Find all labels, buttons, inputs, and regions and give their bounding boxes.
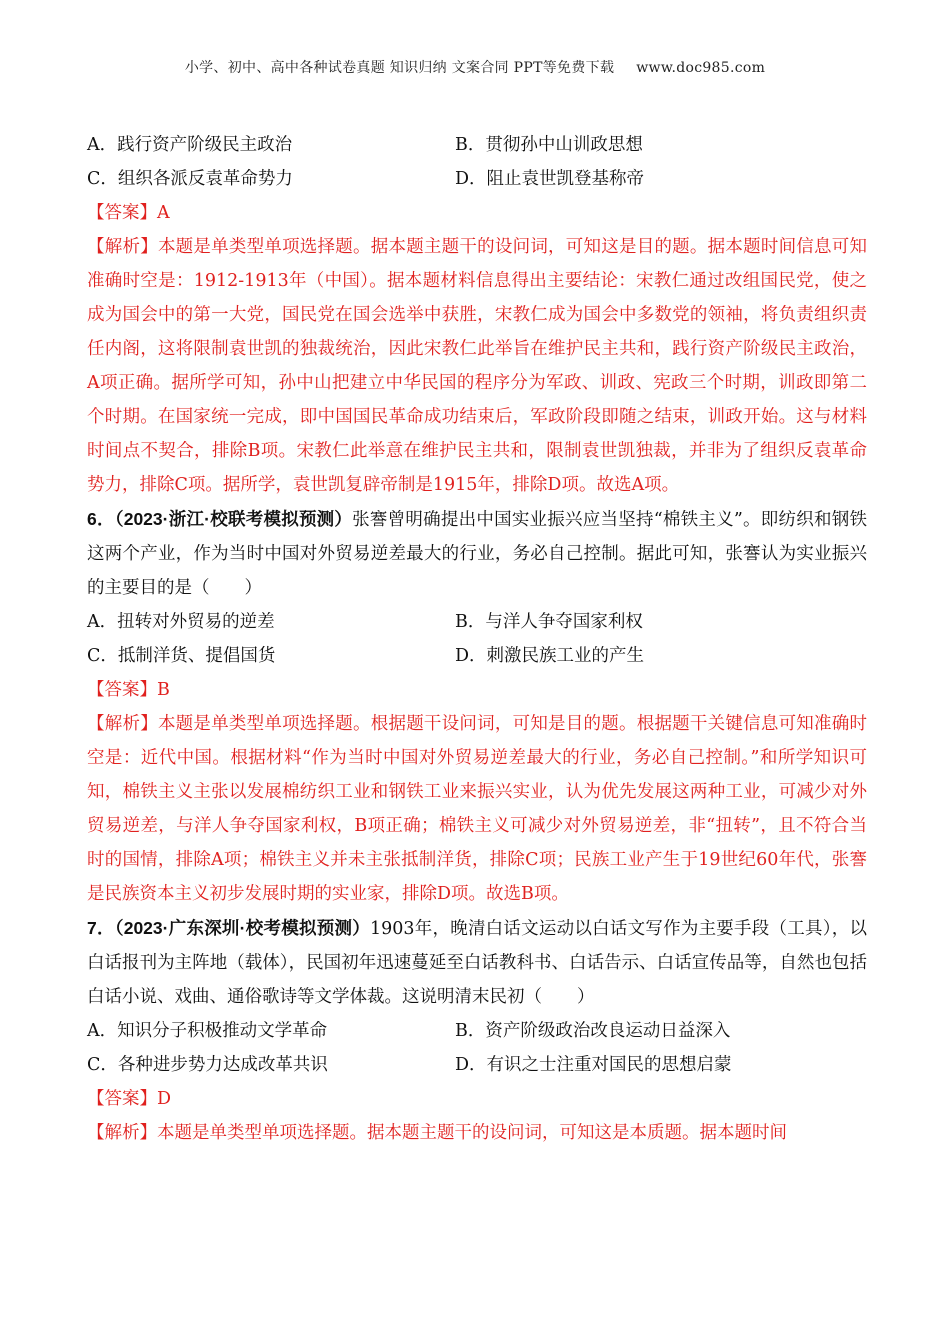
option-letter: C． bbox=[87, 1055, 118, 1075]
option-letter: B． bbox=[455, 612, 486, 632]
q6-options bbox=[87, 605, 867, 673]
question-stem: 张謇曾明确提出中国实业振兴应当坚持“棉铁主义”。即纺织和钢铁这两个产业，作为当时中国对外贸易逆差最大的行业，务必自己控制。据此可知，张謇认为实业振兴的主要目的是（ ） bbox=[87, 510, 867, 598]
option-letter: A． bbox=[87, 612, 118, 632]
option-text: 阻止袁世凯登基称帝 bbox=[486, 169, 645, 189]
q5-option-b bbox=[455, 128, 823, 162]
option-letter: D． bbox=[455, 646, 487, 666]
q7-option-b bbox=[455, 1014, 823, 1048]
option-letter: A． bbox=[87, 1021, 118, 1041]
analysis-text: 本题是单类型单项选择题。据本题主题干的设问词，可知这是本质题。据本题时间 bbox=[157, 1123, 787, 1143]
q6-option-b bbox=[455, 605, 823, 639]
q5-answer bbox=[87, 196, 867, 230]
answer-value: D bbox=[157, 1089, 172, 1109]
q5-option-c bbox=[87, 162, 455, 196]
option-letter: B． bbox=[455, 1021, 486, 1041]
q5-analysis bbox=[87, 230, 867, 502]
q6-stem bbox=[87, 502, 867, 605]
q7-option-c bbox=[87, 1048, 455, 1082]
answer-label: 【答案】 bbox=[87, 680, 157, 700]
q7-answer bbox=[87, 1082, 867, 1116]
option-text: 各种进步势力达成改革共识 bbox=[117, 1055, 328, 1075]
q6-analysis bbox=[87, 707, 867, 911]
option-letter: D． bbox=[455, 169, 487, 189]
analysis-text: 本题是单类型单项选择题。据本题主题干的设问词，可知这是目的题。据本题时间信息可知准确时空是：1912-1913年（中国）。据本题材料信息得出主要结论：宋教仁通过改组国民党，使之成为国会中的第一大党，国民党在国会选举中获胜，宋教仁成为国会中多数党的领袖，将负责组织责任内阁，这将限制袁世凯的独裁统治，因此宋教仁此举旨在维护民主共和，践行资产阶级民主政治，A项正确。据所学可知，孙中山把建立中华民国的程序分为军政、训政、宪政三个时期，训政即第二个时期。在国家统一完成，即中国国民革命成功结束后，军政阶段即随之结束，训政开始。这与材料时间点不契合，排除B项。宋教仁此举意在维护民主共和，限制袁世凯独裁，并非为了组织反袁革命势力，排除C项。据所学，袁世凯复辟帝制是1915年，排除D项。故选A项。 bbox=[87, 237, 868, 495]
q5-option-d bbox=[455, 162, 823, 196]
q6-option-c bbox=[87, 639, 455, 673]
answer-value: B bbox=[157, 680, 170, 700]
option-text: 与洋人争夺国家利权 bbox=[485, 612, 643, 632]
option-text: 知识分子积极推动文学革命 bbox=[117, 1021, 328, 1041]
q7-stem bbox=[87, 911, 867, 1014]
answer-label: 【答案】 bbox=[87, 1089, 157, 1109]
analysis-text: 本题是单类型单项选择题。根据题干设问词，可知是目的题。根据题干关键信息可知准确时空是：近代中国。根据材料“作为当时中国对外贸易逆差最大的行业，务必自己控制。”和所学知识可知，棉铁主义主张以发展棉纺织工业和钢铁工业来振兴实业，认为优先发展这两种工业，可减少对外贸易逆差，与洋人争夺国家利权，B项正确；棉铁主义可减少对外贸易逆差，非“扭转”，且不符合当时的国情，排除A项；棉铁主义并未主张抵制洋货，排除C项；民族工业产生于19世纪60年代，张謇是民族资本主义初步发展时期的实业家，排除D项。故选B项。 bbox=[87, 714, 868, 904]
q7-option-a bbox=[87, 1014, 455, 1048]
document-body bbox=[87, 128, 867, 1150]
option-text: 有识之士注重对国民的思想启蒙 bbox=[486, 1055, 732, 1075]
option-text: 组织各派反袁革命势力 bbox=[117, 169, 293, 189]
question-source: （2023·广东深圳·校考模拟预测） bbox=[114, 918, 370, 938]
option-text: 扭转对外贸易的逆差 bbox=[117, 612, 275, 632]
option-letter: C． bbox=[87, 169, 118, 189]
q6-option-d bbox=[455, 639, 823, 673]
option-letter: D． bbox=[455, 1055, 487, 1075]
answer-label: 【答案】 bbox=[87, 203, 157, 223]
header-text: 小学、初中、高中各种试卷真题 知识归纳 文案合同 PPT等免费下载 bbox=[184, 60, 615, 76]
q7-options bbox=[87, 1014, 867, 1082]
option-letter: C． bbox=[87, 646, 118, 666]
question-source: （2023·浙江·校联考模拟预测） bbox=[114, 509, 353, 529]
question-number: 6． bbox=[87, 509, 115, 529]
analysis-label: 【解析】 bbox=[87, 237, 158, 257]
analysis-label: 【解析】 bbox=[87, 1123, 157, 1143]
header-site: www.doc985.com bbox=[636, 60, 766, 76]
option-text: 抵制洋货、提倡国货 bbox=[117, 646, 276, 666]
q7-option-d bbox=[455, 1048, 823, 1082]
page-header bbox=[0, 57, 950, 77]
q6-option-a bbox=[87, 605, 455, 639]
option-text: 资产阶级政治改良运动日益深入 bbox=[485, 1021, 731, 1041]
option-text: 贯彻孙中山训政思想 bbox=[485, 135, 643, 155]
question-number: 7． bbox=[87, 918, 115, 938]
analysis-label: 【解析】 bbox=[87, 714, 158, 734]
question-stem: 1903年，晚清白话文运动以白话文写作为主要手段（工具），以白话报刊为主阵地（载体），民国初年迅速蔓延至白话教科书、白话告示、白话宣传品等，自然也包括白话小说、戏曲、通俗歌诗等文学体裁。这说明清末民初（ ） bbox=[87, 919, 867, 1007]
option-letter: B． bbox=[455, 135, 486, 155]
q5-option-a bbox=[87, 128, 455, 162]
option-text: 践行资产阶级民主政治 bbox=[117, 135, 293, 155]
option-text: 刺激民族工业的产生 bbox=[486, 646, 645, 666]
q7-analysis bbox=[87, 1116, 867, 1150]
q6-answer bbox=[87, 673, 867, 707]
option-letter: A． bbox=[87, 135, 118, 155]
answer-value: A bbox=[157, 203, 170, 223]
q5-options bbox=[87, 128, 867, 196]
